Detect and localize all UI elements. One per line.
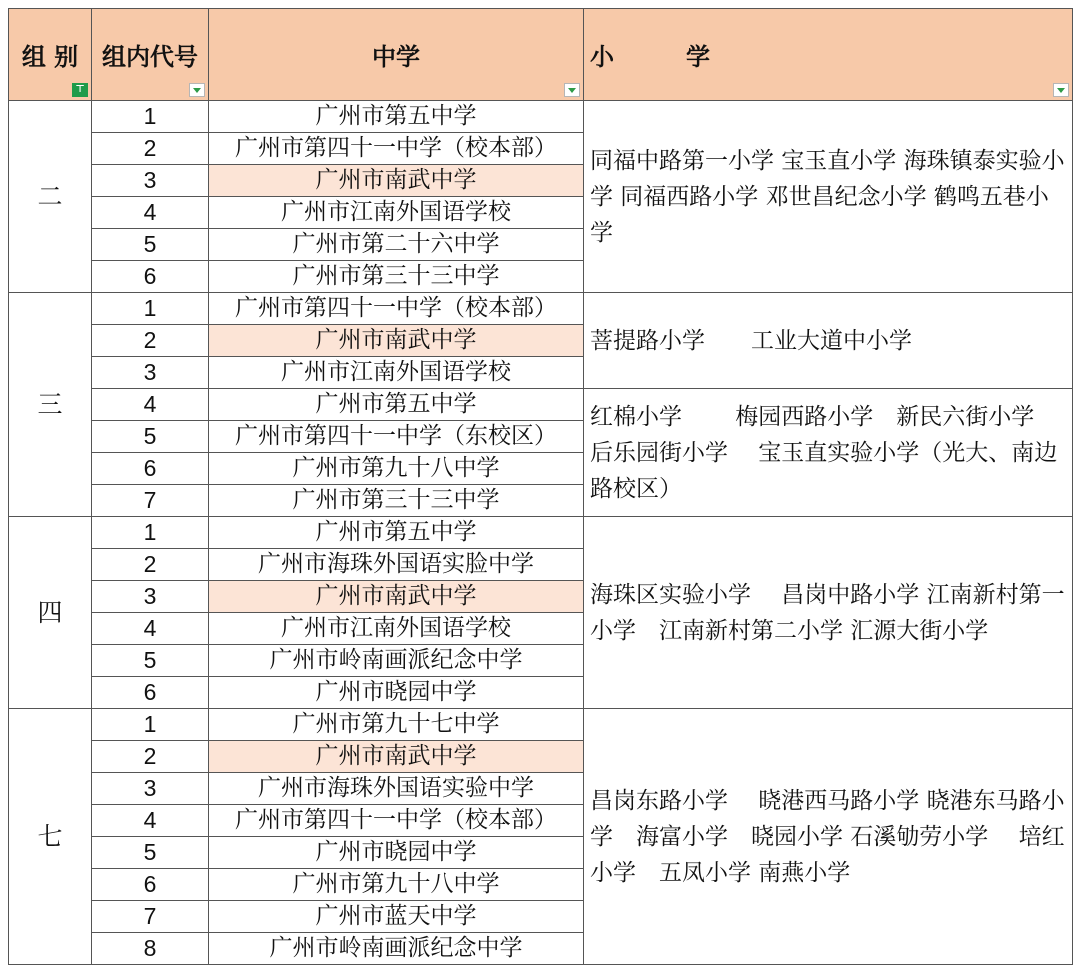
code-cell[interactable]: 5 — [92, 837, 209, 869]
header-primary-label: 小 学 — [590, 43, 710, 71]
code-cell[interactable]: 6 — [92, 261, 209, 293]
school-cell[interactable]: 广州市第九十七中学 — [209, 709, 584, 741]
school-cell-highlighted[interactable]: 广州市南武中学 — [209, 581, 584, 613]
table-row — [9, 101, 1073, 133]
header-group — [9, 9, 92, 101]
school-cell[interactable]: 广州市第四十一中学（东校区） — [209, 421, 584, 453]
table-row — [9, 517, 1073, 549]
primary-cell[interactable] — [584, 389, 1073, 517]
school-cell[interactable]: 广州市第四十一中学（校本部） — [209, 805, 584, 837]
table-row — [9, 293, 1073, 325]
code-cell[interactable]: 3 — [92, 165, 209, 197]
group-label[interactable]: 七 — [9, 709, 92, 965]
school-cell[interactable]: 广州市晓园中学 — [209, 837, 584, 869]
school-cell[interactable]: 广州市第五中学 — [209, 517, 584, 549]
school-cell-highlighted[interactable]: 广州市南武中学 — [209, 325, 584, 357]
group-label[interactable]: 四 — [9, 517, 92, 709]
header-code-label: 组内代号 — [102, 43, 198, 71]
code-cell[interactable]: 7 — [92, 485, 209, 517]
code-cell[interactable]: 3 — [92, 581, 209, 613]
school-cell[interactable]: 广州市江南外国语学校 — [209, 197, 584, 229]
primary-cell[interactable] — [584, 293, 1073, 389]
code-cell[interactable]: 4 — [92, 613, 209, 645]
header-middle — [209, 9, 584, 101]
primary-text: 海珠区实验小学 昌岗中路小学 江南新村第一小学 江南新村第二小学 汇源大街小学 — [590, 581, 1065, 644]
header-row — [9, 9, 1073, 101]
primary-cell[interactable] — [584, 101, 1073, 293]
primary-text: 菩提路小学 工业大道中小学 — [590, 327, 912, 354]
code-cell[interactable]: 1 — [92, 101, 209, 133]
primary-text: 同福中路第一小学 宝玉直小学 海珠镇泰实验小学 同福西路小学 邓世昌纪念小学 鹤鸣五巷小学 — [590, 147, 1065, 246]
code-cell[interactable]: 1 — [92, 293, 209, 325]
code-cell[interactable]: 2 — [92, 133, 209, 165]
code-cell[interactable]: 8 — [92, 933, 209, 965]
school-cell[interactable]: 广州市海珠外国语实验中学 — [209, 773, 584, 805]
filter-dropdown-icon[interactable] — [564, 83, 580, 97]
school-cell[interactable]: 广州市第四十一中学（校本部） — [209, 133, 584, 165]
code-cell[interactable]: 5 — [92, 645, 209, 677]
school-cell[interactable]: 广州市第九十八中学 — [209, 869, 584, 901]
code-cell[interactable]: 3 — [92, 773, 209, 805]
school-cell[interactable]: 广州市第三十三中学 — [209, 261, 584, 293]
code-cell[interactable]: 4 — [92, 805, 209, 837]
code-cell[interactable]: 1 — [92, 709, 209, 741]
school-cell[interactable]: 广州市第三十三中学 — [209, 485, 584, 517]
code-cell[interactable]: 1 — [92, 517, 209, 549]
header-primary — [584, 9, 1073, 101]
table-row — [9, 709, 1073, 741]
table-row — [9, 389, 1073, 421]
code-cell[interactable]: 2 — [92, 741, 209, 773]
school-cell[interactable]: 广州市第五中学 — [209, 389, 584, 421]
school-cell[interactable]: 广州市海珠外国语实脸中学 — [209, 549, 584, 581]
code-cell[interactable]: 5 — [92, 421, 209, 453]
primary-cell[interactable] — [584, 709, 1073, 965]
school-cell[interactable]: 广州市江南外国语学校 — [209, 613, 584, 645]
group-label[interactable]: 三 — [9, 293, 92, 517]
primary-text: 红棉小学 梅园西路小学 新民六街小学 后乐园街小学 宝玉直实验小学（光大、南边路校区） — [590, 403, 1065, 502]
filter-active-icon[interactable]: ⊤ — [72, 83, 88, 97]
school-cell[interactable]: 广州市第四十一中学（校本部） — [209, 293, 584, 325]
school-cell[interactable]: 广州市晓园中学 — [209, 677, 584, 709]
school-cell[interactable]: 广州市第五中学 — [209, 101, 584, 133]
code-cell[interactable]: 2 — [92, 325, 209, 357]
code-cell[interactable]: 6 — [92, 677, 209, 709]
code-cell[interactable]: 6 — [92, 453, 209, 485]
code-cell[interactable]: 2 — [92, 549, 209, 581]
school-cell-highlighted[interactable]: 广州市南武中学 — [209, 165, 584, 197]
header-group-label: 组 别 — [21, 43, 79, 71]
group-label[interactable]: 二 — [9, 101, 92, 293]
primary-text: 昌岗东路小学 晓港西马路小学 晓港东马路小学 海富小学 晓园小学 石溪劬劳小学 培红小学 五凤小学 南燕小学 — [590, 787, 1065, 886]
filter-dropdown-icon[interactable] — [189, 83, 205, 97]
code-cell[interactable]: 3 — [92, 357, 209, 389]
school-cell-highlighted[interactable]: 广州市南武中学 — [209, 741, 584, 773]
code-cell[interactable]: 5 — [92, 229, 209, 261]
header-code — [92, 9, 209, 101]
filter-dropdown-icon[interactable] — [1053, 83, 1069, 97]
school-cell[interactable]: 广州市第九十八中学 — [209, 453, 584, 485]
code-cell[interactable]: 7 — [92, 901, 209, 933]
code-cell[interactable]: 4 — [92, 197, 209, 229]
school-table — [8, 8, 1073, 965]
school-cell[interactable]: 广州市岭南画派纪念中学 — [209, 933, 584, 965]
primary-cell[interactable] — [584, 517, 1073, 709]
school-cell[interactable]: 广州市岭南画派纪念中学 — [209, 645, 584, 677]
school-cell[interactable]: 广州市蓝天中学 — [209, 901, 584, 933]
header-middle-label: 中学 — [372, 43, 420, 71]
school-cell[interactable]: 广州市江南外国语学校 — [209, 357, 584, 389]
code-cell[interactable]: 6 — [92, 869, 209, 901]
school-cell[interactable]: 广州市第二十六中学 — [209, 229, 584, 261]
code-cell[interactable]: 4 — [92, 389, 209, 421]
